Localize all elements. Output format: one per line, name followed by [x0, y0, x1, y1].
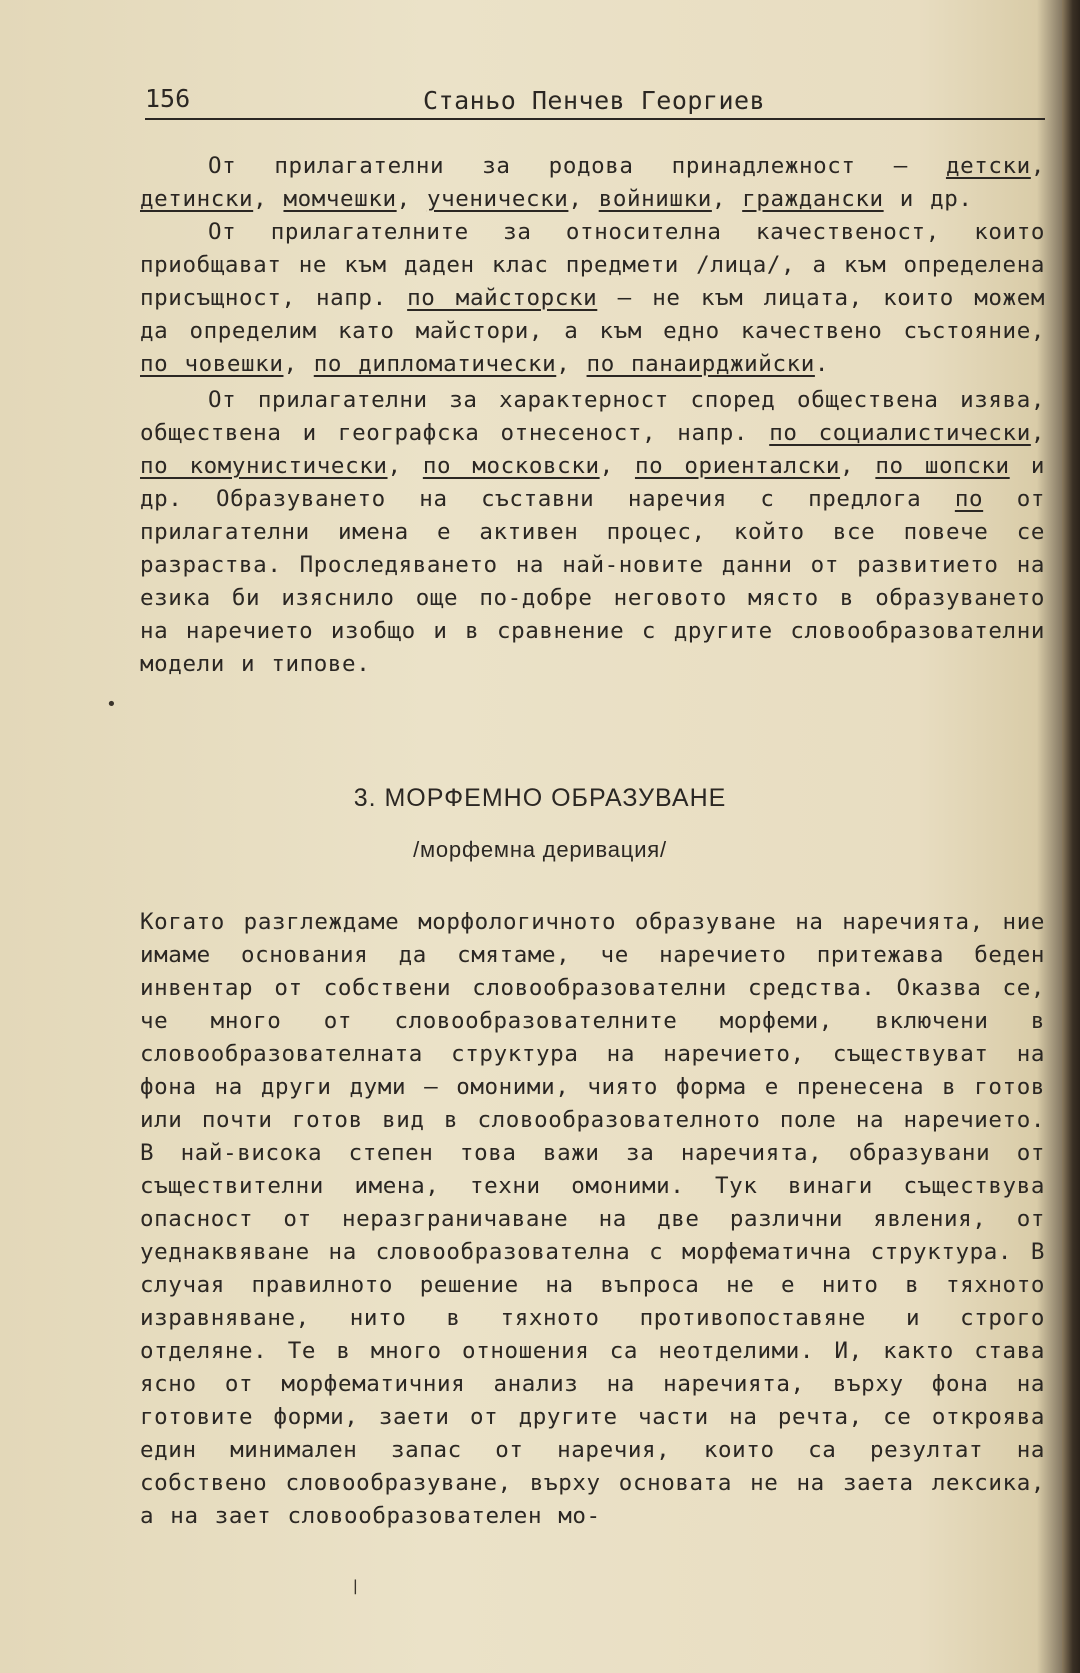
example-word: по московски [422, 453, 600, 479]
example-word: по [954, 486, 984, 512]
paragraph-relative-quality: От прилагателните за относителна качественост, които приобщават не към даден клас предмети /лица/, а към определена присъщност, напр. по майсторски – не към лицата, които можем да определим като майстори, а към едно качествено състояние, по човешки, по дипломатически, по панаирджийски. [140, 219, 1045, 377]
example-word: детински [140, 186, 254, 212]
section-title: 3. МОРФЕМНО ОБРАЗУВАНЕ [353, 784, 727, 812]
paragraph-characteristic: От прилагателни за характерност според обществена изява, обществена и географска отнесеност, напр. по социалистически, по комунистически, по московски, по ориенталски, по шопски и др. Образуването на съставни наречия с предлога по от прилагателни имена е активен процес, който все повече се разраства. Проследяването на най-новите данни от развитието на езика би изяснило още по-добре неговото място в образуването на наречието изобщо и в сравнение с другите словообразователни модели и типове. [140, 387, 1046, 677]
running-title: Станьо Пенчев Георгиев [423, 86, 766, 115]
page-header [145, 84, 1045, 120]
example-word: граждански [742, 186, 884, 212]
example-word: детски [945, 153, 1031, 179]
example-word: по ориенталски [634, 453, 841, 479]
ink-speck: ❘ [350, 1576, 361, 1597]
ink-speck: • [106, 694, 117, 715]
paragraph-morphemic-formation: Когато разглеждаме морфологичното образуване на наречията, ние имаме основания да смятаме, че наречието притежава беден инвентар от собствени словообразователни средства. Оказва се, че много от словообразователните морфеми, включени в словообразователната структура на наречието, съществуват на фона на други думи – омоними, чиято форма е пренесена в готов или почти готов вид в словообразователното поле на наречието. В най-висока степен това важи за наречията, образувани от съществителни имена, техни омоними. Тук винаги съществува опасност от неразграничаване на две различни явления, от уеднаквяване на словообразователна с морфематична структура. В случая правилното решение на въпроса не е нито в тяхното изравняване, нито в тяхното противопоставяне и строго отделяне. Те в много отношения са неотделими. И, както става ясно от морфематичния анализ на наречията, върху фона на готовите форми, заети от другите части на речта, се откроява един минимален запас от наречия, които са резултат на собствено словообразуване, върху основата не на заета лексика, а на зает словообразователен мо- [140, 909, 1045, 1529]
example-word: по комунистически [140, 453, 388, 479]
example-word: по човешки [140, 351, 284, 377]
example-word: по панаирджийски [586, 351, 815, 377]
section-subtitle: /морфемна деривация/ [413, 837, 667, 862]
example-word: ученически [426, 186, 569, 212]
page-number: 156 [145, 84, 191, 113]
example-word: войнишки [598, 186, 712, 212]
example-word: по социалистически [769, 420, 1031, 446]
example-word: по шопски [875, 453, 1010, 479]
paragraph-genus-adjectives: От прилагателни за родова принадлежност – детски, детински, момчешки, ученически, войнишки, граждански и др. [140, 153, 1045, 212]
example-word: по дипломатически [313, 351, 557, 377]
example-word: по майсторски [407, 285, 598, 311]
example-word: момчешки [283, 186, 397, 212]
